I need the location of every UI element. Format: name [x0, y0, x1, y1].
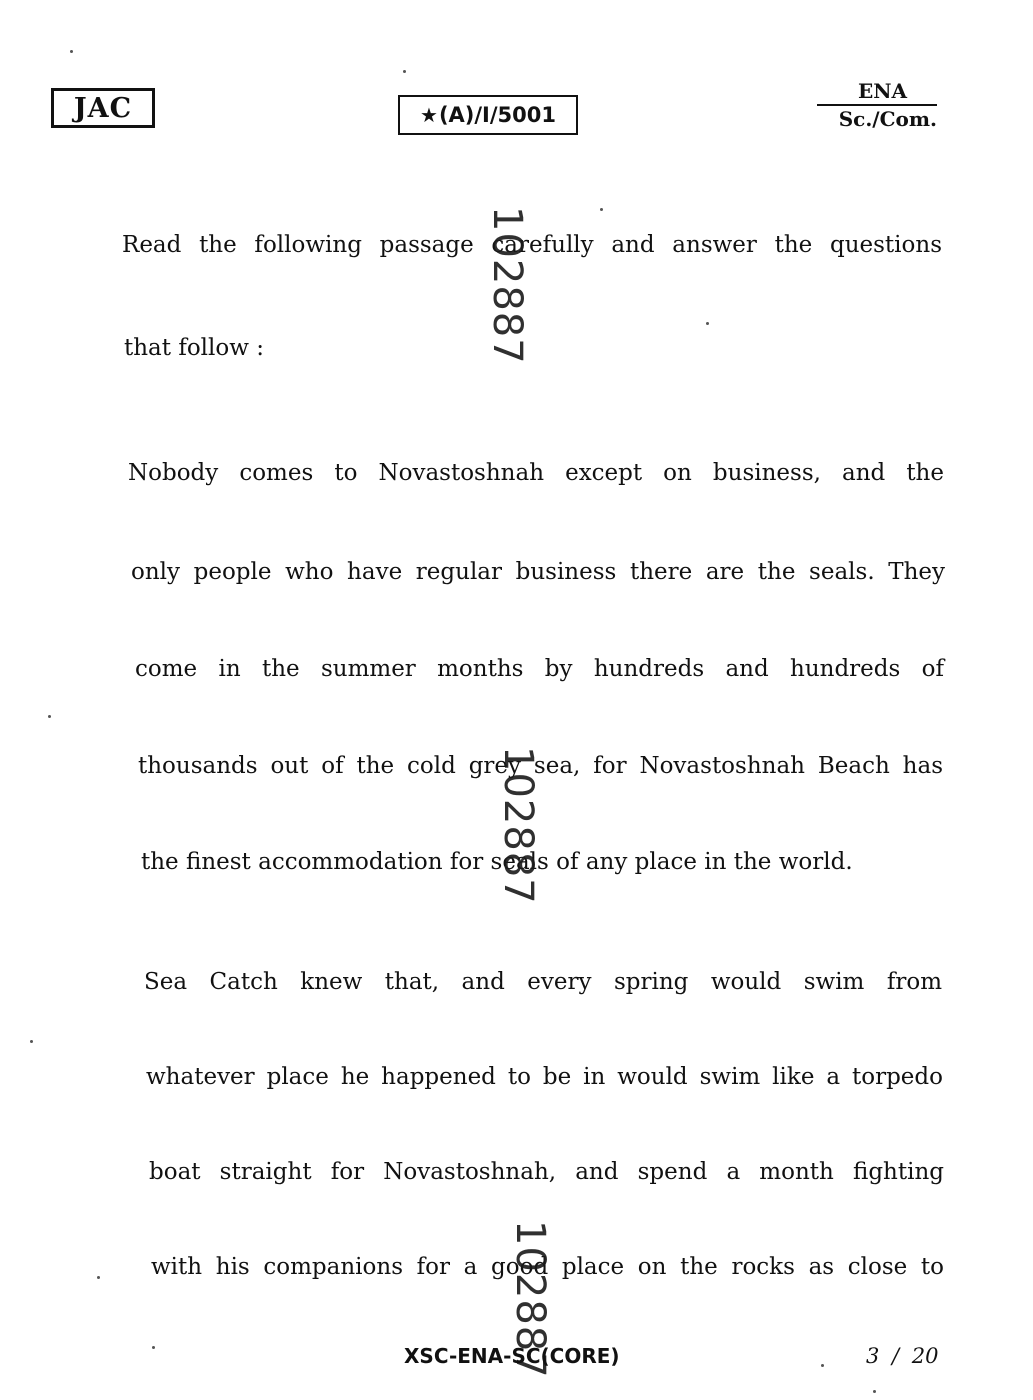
instruction-line-1: Read the following passage carefully and answer the questions	[122, 232, 942, 258]
footer-code: XSC-ENA-SC(CORE)	[404, 1344, 620, 1368]
serial-stamp: 102887	[495, 746, 541, 905]
scan-speck	[48, 715, 51, 718]
scan-speck	[873, 1390, 876, 1393]
subject-code: ENA	[857, 79, 907, 103]
scan-speck	[30, 1040, 33, 1043]
passage-line: whatever place he happened to be in would swim like a torpedo	[146, 1064, 943, 1090]
board-label: JAC	[51, 88, 155, 128]
serial-stamp: 102887	[484, 206, 530, 365]
page-number: 3 / 20	[866, 1344, 939, 1368]
scan-speck	[600, 208, 603, 211]
passage-line: boat straight for Novastoshnah, and spend a month fighting	[149, 1159, 944, 1185]
scan-speck	[70, 50, 73, 53]
passage-line: with his companions for a good place on the rocks as close to	[151, 1254, 944, 1280]
subject-stream	[817, 78, 937, 132]
star-icon: ★	[420, 103, 438, 127]
serial-stamp: 102887	[507, 1220, 553, 1379]
passage-line: Nobody comes to Novastoshnah except on business, and the	[128, 460, 944, 486]
stream-label: Sc./Com.	[838, 107, 937, 131]
passage-line: the finest accommodation for seals of any place in the world.	[141, 849, 853, 875]
scan-speck	[706, 322, 709, 325]
passage-line: come in the summer months by hundreds and hundreds of	[135, 656, 944, 682]
passage-line: only people who have regular business there are the seals. They	[131, 559, 945, 585]
paper-code: (A)/I/5001	[438, 103, 556, 127]
scan-speck	[97, 1276, 100, 1279]
scan-speck	[403, 70, 406, 73]
passage-line: thousands out of the cold grey sea, for Novastoshnah Beach has	[138, 753, 943, 779]
passage-line: Sea Catch knew that, and every spring would swim from	[144, 969, 942, 995]
instruction-line-2: that follow :	[124, 335, 264, 361]
paper-code-box	[398, 95, 578, 135]
scan-speck	[821, 1364, 824, 1367]
scan-speck	[152, 1346, 155, 1349]
